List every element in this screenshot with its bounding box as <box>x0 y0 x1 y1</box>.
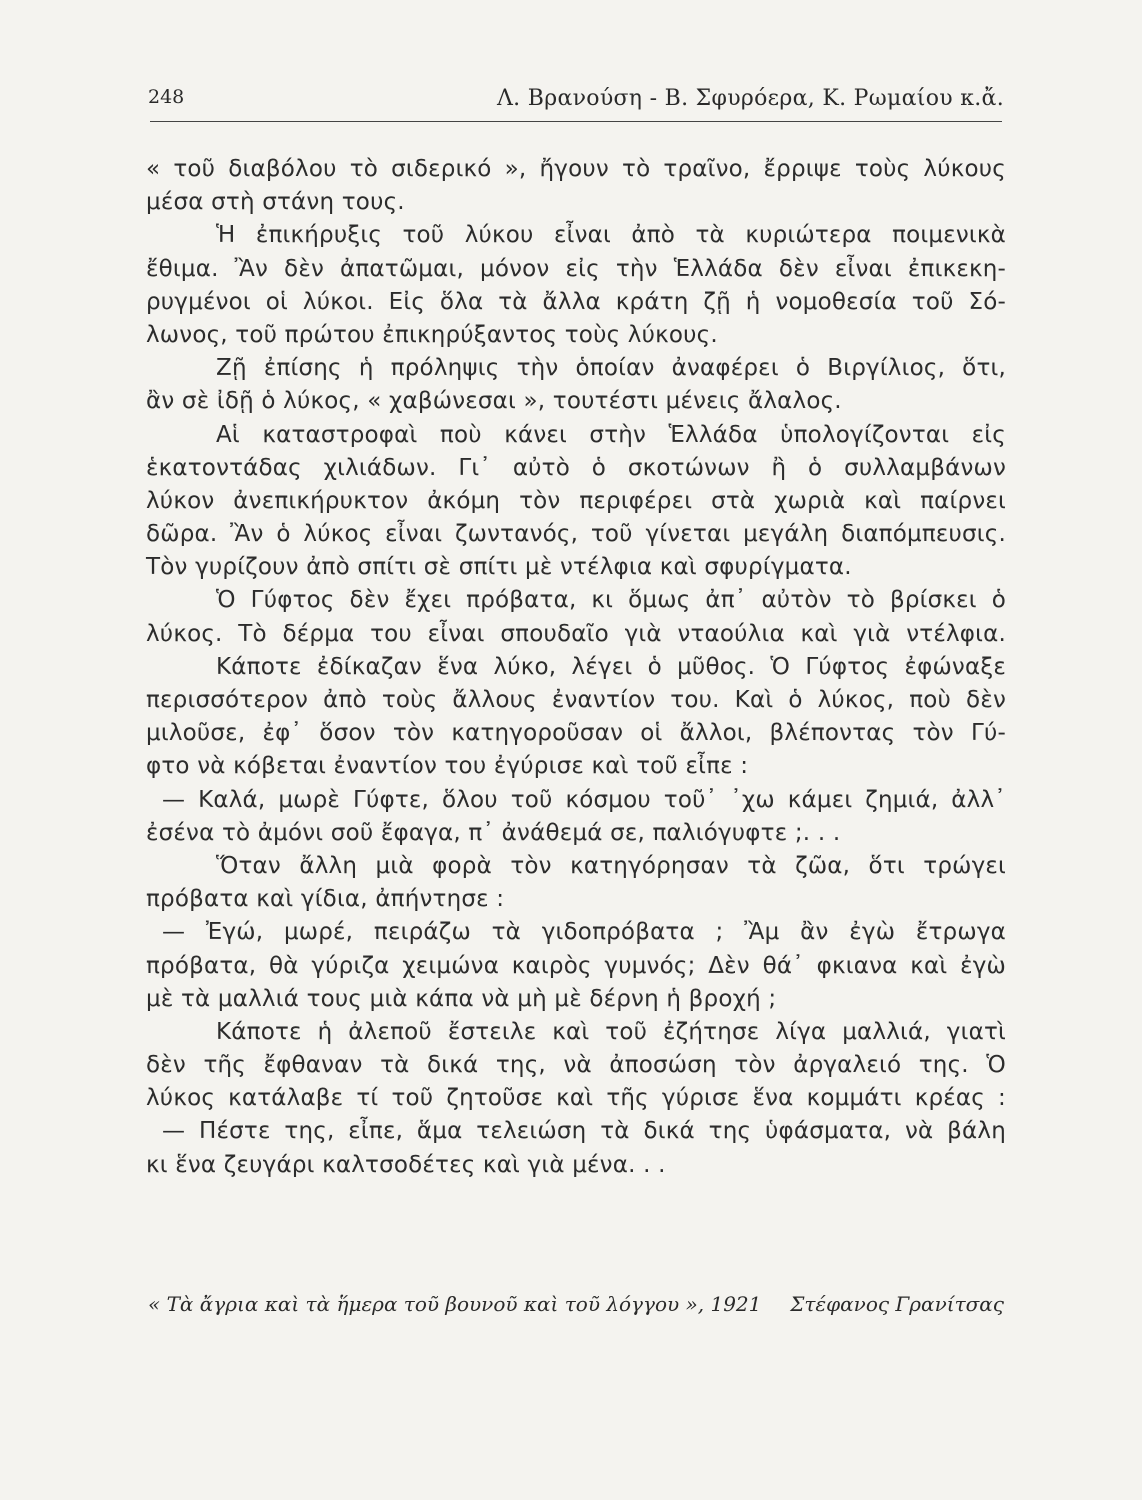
text-line: Τὸν γυρίζουν ἀπὸ σπίτι σὲ σπίτι μὲ ντέλφια καὶ σφυρίγματα. <box>146 554 852 581</box>
text-line: Αἱ καταστροφαὶ ποὺ κάνει στὴν Ἑλλάδα ὑπολογίζονται εἰς <box>216 421 1006 448</box>
text-line: περισσότερον ἀπὸ τοὺς ἄλλους ἐναντίον του. Καὶ ὁ λύκος, ποὺ δὲν <box>146 687 1006 713</box>
text-line: — Πέστε της, εἶπε, ἅμα τελειώση τὰ δικά της ὑφάσματα, νὰ βάλη <box>162 1118 1006 1145</box>
text-line: πρόβατα, θὰ γύριζα χειμώνα καιρὸς γυμνός; Δὲν θά᾿ φκιανα καὶ ἐγὼ <box>146 952 1006 979</box>
text-line: ἑκατοντάδας χιλιάδων. Γι᾿ αὐτὸ ὁ σκοτώνων ἢ ὁ συλλαμβάνων <box>146 454 1006 481</box>
text-line: κι ἕνα ζευγάρι καλτσοδέτες καὶ γιὰ μένα. . . <box>146 1151 666 1178</box>
text-line: λύκος. Τὸ δέρμα του εἶναι σπουδαῖο γιὰ νταούλια καὶ γιὰ ντέλφια. <box>146 620 1006 647</box>
text-line: Ὅταν ἄλλη μιὰ φορὰ τὸν κατηγόρησαν τὰ ζῶα, ὅτι τρώγει <box>216 852 1006 879</box>
text-line: — Καλά, μωρὲ Γύφτε, ὅλου τοῦ κόσμου τοῦ᾿ ᾿χω κάμει ζημιά, ἀλλ᾿ <box>162 786 1006 813</box>
header-rule <box>150 121 1002 122</box>
running-head: Λ. Βρανούση - Β. Σφυρόερα, Κ. Ρωμαίου κ.ἄ. <box>496 86 1004 111</box>
text-line: Ζῇ ἐπίσης ἡ πρόληψις τὴν ὁποίαν ἀναφέρει ὁ Βιργίλιος, ὅτι, <box>216 355 1006 382</box>
text-line: λωνος, τοῦ πρώτου ἐπικηρύξαντος τοὺς λύκους. <box>146 321 718 348</box>
page-header <box>148 84 1004 118</box>
text-line: ἂν σὲ ἰδῇ ὁ λύκος, « χαβώνεσαι », τουτέστι μένεις ἄλαλος. <box>146 388 842 415</box>
citation-source: « Τὰ ἄγρια καὶ τὰ ἥμερα τοῦ βουνοῦ καὶ τοῦ λόγγου », 1921 <box>148 1292 762 1316</box>
text-line: μιλοῦσε, ἐφ᾿ ὅσον τὸν κατηγοροῦσαν οἱ ἄλλοι, βλέποντας τὸν Γύ- <box>146 720 1006 747</box>
source-citation <box>148 1288 1004 1324</box>
text-line: Κάποτε ἐδίκαζαν ἕνα λύκο, λέγει ὁ μῦθος. Ὁ Γύφτος ἐφώναξε <box>216 653 1006 680</box>
text-line: — Ἐγώ, μωρέ, πειράζω τὰ γιδοπρόβατα ; Ἂμ ἂν ἐγὼ ἔτρωγα <box>162 919 1006 946</box>
text-line: Ὁ Γύφτος δὲν ἔχει πρόβατα, κι ὅμως ἀπ᾿ αὐτὸν τὸ βρίσκει ὁ <box>216 587 1006 614</box>
citation-author: Στέφανος Γρανίτσας <box>790 1292 1004 1316</box>
text-line: πρόβατα καὶ γίδια, ἀπήντησε : <box>146 886 505 913</box>
text-line: Ἡ ἐπικήρυξις τοῦ λύκου εἶναι ἀπὸ τὰ κυριώτερα ποιμενικὰ <box>216 222 1006 249</box>
text-line: μὲ τὰ μαλλιά τους μιὰ κάπα νὰ μὴ μὲ δέρνη ἡ βροχή ; <box>146 985 777 1012</box>
page-number: 248 <box>148 86 185 108</box>
text-line: Κάποτε ἡ ἀλεποῦ ἔστειλε καὶ τοῦ ἐζήτησε λίγα μαλλιά, γιατὶ <box>216 1018 1006 1045</box>
text-line: ἐσένα τὸ ἀμόνι σοῦ ἔφαγα, π᾿ ἀνάθεμά σε, παλιόγυφτε ;. . . <box>146 819 841 846</box>
text-line: δῶρα. Ἂν ὁ λύκος εἶναι ζωντανός, τοῦ γίνεται μεγάλη διαπόμπευσις. <box>146 521 1006 548</box>
text-line: ἔθιμα. Ἂν δὲν ἀπατῶμαι, μόνον εἰς τὴν Ἑλλάδα δὲν εἶναι ἐπικεκη- <box>146 255 1006 282</box>
text-line: φτο νὰ κόβεται ἐναντίον του ἐγύρισε καὶ τοῦ εἶπε : <box>146 753 749 780</box>
text-line: λύκος κατάλαβε τί τοῦ ζητοῦσε καὶ τῆς γύρισε ἕνα κομμάτι κρέας : <box>146 1085 1006 1112</box>
text-line: « τοῦ διαβόλου τὸ σιδερικό », ἤγουν τὸ τραῖνο, ἔρριψε τοὺς λύκους <box>146 156 1006 182</box>
text-line: μέσα στὴ στάνη τους. <box>146 189 405 216</box>
text-line: ρυγμένοι οἱ λύκοι. Εἰς ὅλα τὰ ἄλλα κράτη ζῇ ἡ νομοθεσία τοῦ Σό- <box>146 288 1006 315</box>
text-line: λύκον ἀνεπικήρυκτον ἀκόμη τὸν περιφέρει στὰ χωριὰ καὶ παίρνει <box>146 487 1006 514</box>
body-text <box>146 153 1006 1182</box>
text-line: δὲν τῆς ἔφθαναν τὰ δικά της, νὰ ἀποσώση τὸν ἀργαλειό της. Ὁ <box>146 1052 1006 1079</box>
